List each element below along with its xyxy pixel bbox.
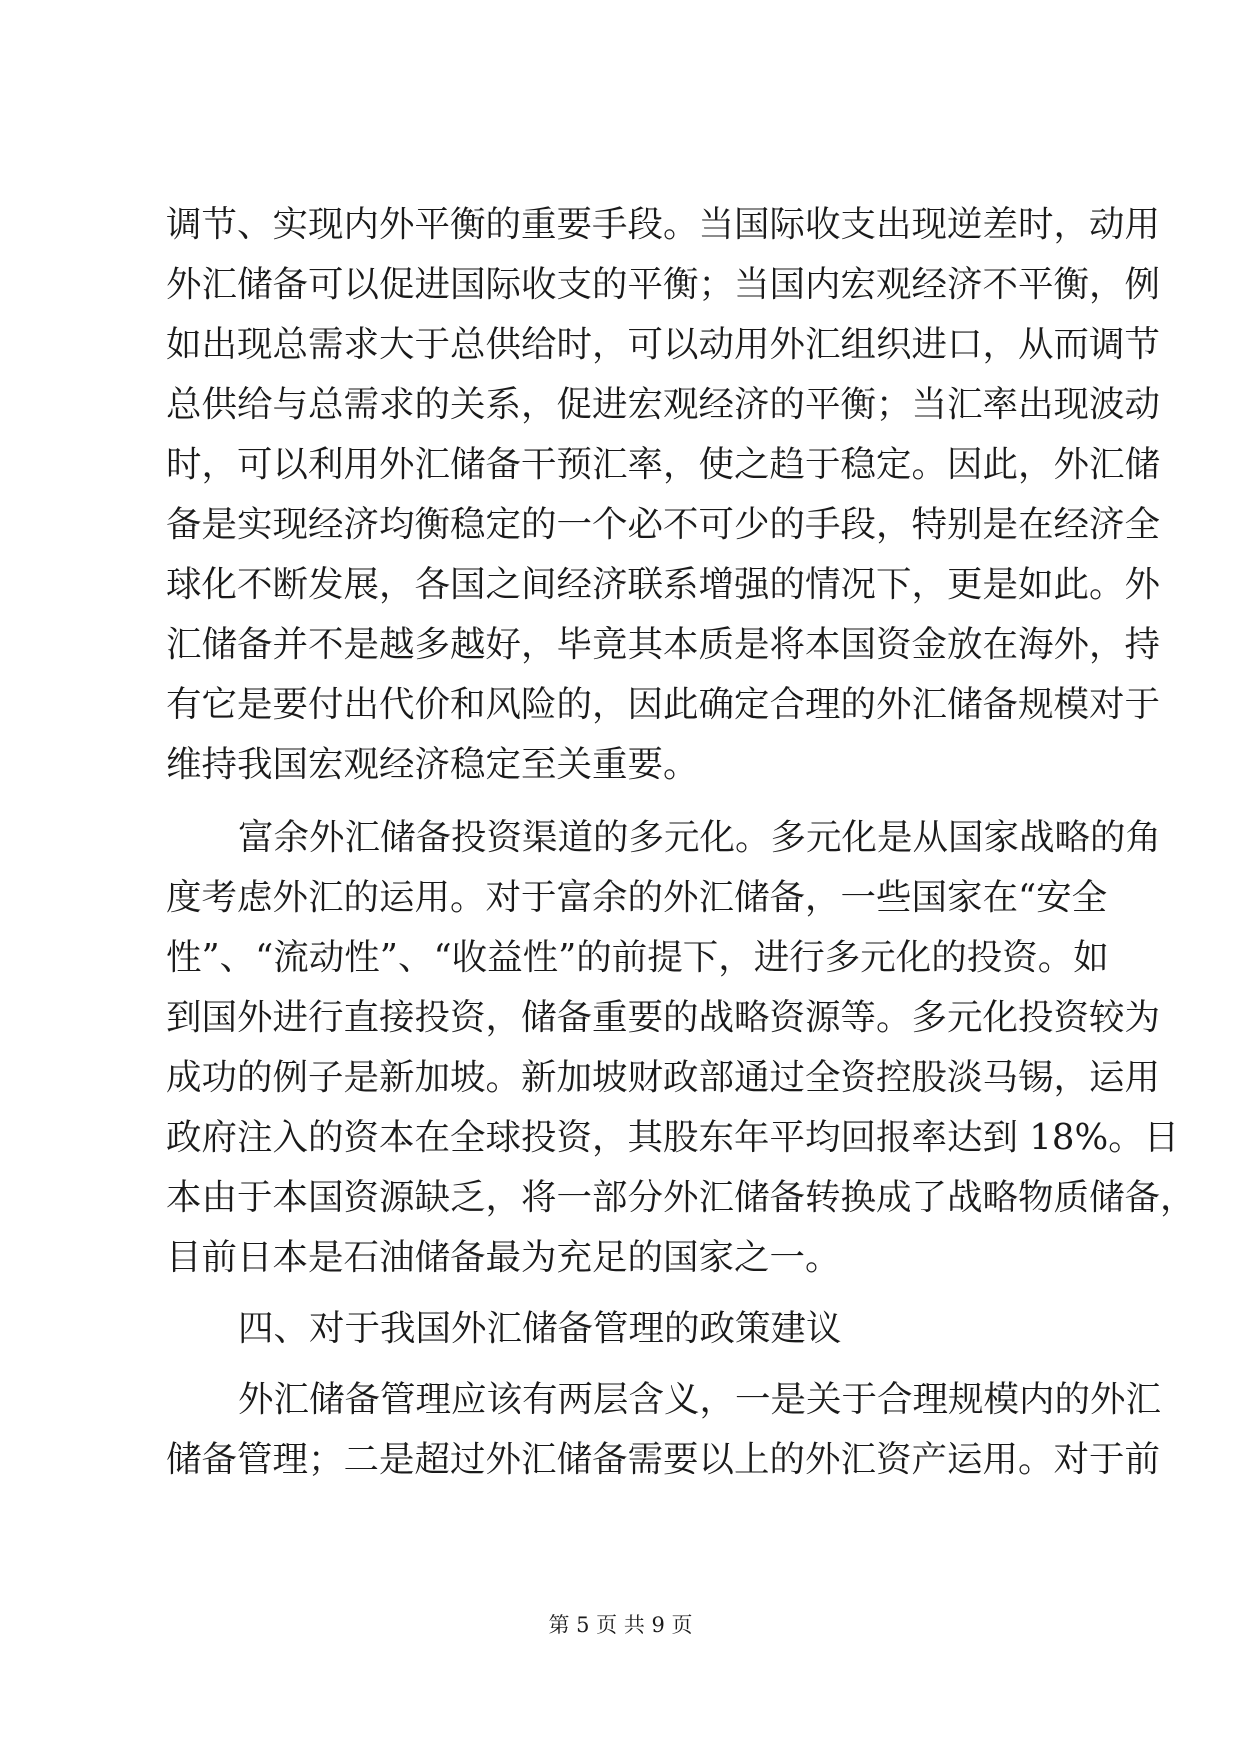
paragraph-line: 政府注入的资本在全球投资，其股东年平均回报率达到 18%。日 — [166, 1117, 1180, 1158]
paragraph-line: 成功的例子是新加坡。新加坡财政部通过全资控股淡马锡，运用 — [166, 1057, 1161, 1098]
section-heading-text: 四、对于我国外汇储备管理的政策建议 — [238, 1308, 842, 1349]
paragraph-line: 储备管理；二是超过外汇储备需要以上的外汇资产运用。对于前 — [166, 1439, 1161, 1480]
paragraph-line: 如出现总需求大于总供给时，可以动用外汇组织进口，从而调节 — [166, 324, 1161, 365]
paragraph-line: 总供给与总需求的关系，促进宏观经济的平衡；当汇率出现波动 — [166, 384, 1161, 425]
paragraph-line: 外汇储备管理应该有两层含义，一是关于合理规模内的外汇 — [238, 1379, 1162, 1420]
paragraph-line: 时，可以利用外汇储备干预汇率，使之趋于稳定。因此，外汇储 — [166, 444, 1161, 485]
paragraph-line: 调节、实现内外平衡的重要手段。当国际收支出现逆差时，动用 — [166, 204, 1161, 245]
paragraph-line: 到国外进行直接投资，储备重要的战略资源等。多元化投资较为 — [166, 997, 1161, 1038]
paragraph-line: 目前日本是石油储备最为充足的国家之一。 — [166, 1237, 841, 1278]
paragraph-2 — [166, 808, 1196, 1288]
paragraph-line: 球化不断发展，各国之间经济联系增强的情况下，更是如此。外 — [166, 564, 1161, 605]
paragraph-line: 备是实现经济均衡稳定的一个必不可少的手段，特别是在经济全 — [166, 504, 1161, 545]
page-number-footer: 第 5 页 共 9 页 — [548, 1613, 693, 1637]
paragraph-line: 度考虑外汇的运用。对于富余的外汇储备，一些国家在“安全 — [166, 877, 1108, 918]
paragraph-line: 有它是要付出代价和风险的，因此确定合理的外汇储备规模对于 — [166, 684, 1161, 725]
paragraph-line: 维持我国宏观经济稳定至关重要。 — [166, 744, 699, 785]
paragraph-line: 本由于本国资源缺乏，将一部分外汇储备转换成了战略物质储备， — [166, 1177, 1196, 1218]
paragraph-line: 外汇储备可以促进国际收支的平衡；当国内宏观经济不平衡，例 — [166, 264, 1161, 305]
paragraph-1 — [166, 195, 1161, 795]
section-heading — [166, 1299, 1078, 1359]
paragraph-line: 富余外汇储备投资渠道的多元化。多元化是从国家战略的角 — [238, 817, 1162, 858]
paragraph-line: 汇储备并不是越多越好，毕竟其本质是将本国资金放在海外，持 — [166, 624, 1161, 665]
paragraph-line: 性”、“流动性”、“收益性”的前提下，进行多元化的投资。如 — [166, 937, 1109, 978]
paragraph-4 — [166, 1370, 1162, 1490]
